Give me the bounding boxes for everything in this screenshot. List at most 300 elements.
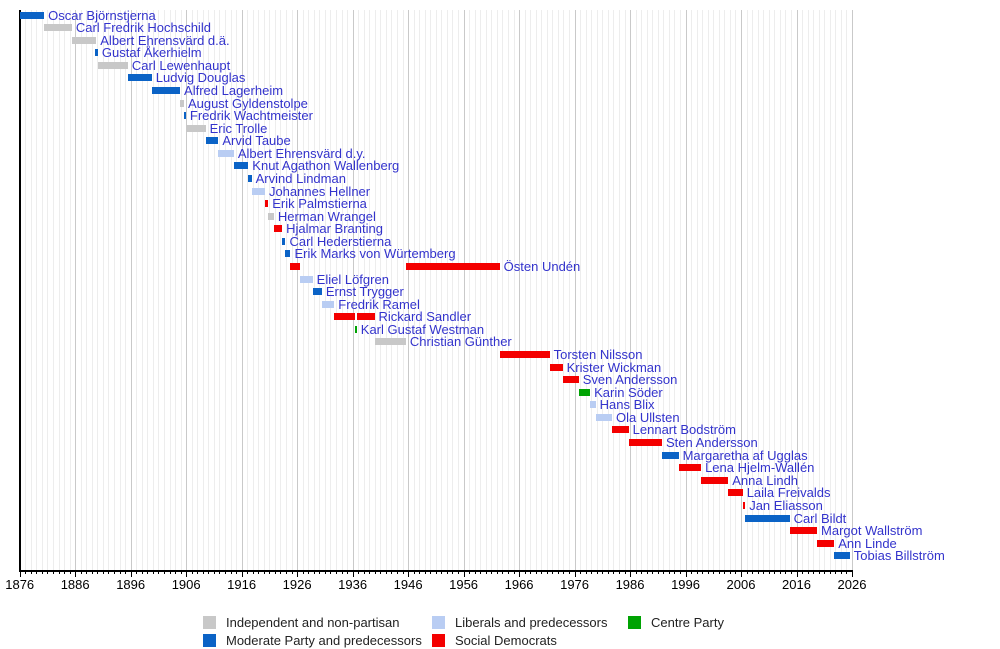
term-bar-socialdemocrat [612,426,629,433]
year-tick [42,570,43,574]
minister-label[interactable]: Sven Andersson [582,372,678,388]
year-gridline [508,10,509,570]
year-gridline [153,10,154,570]
year-tick [641,570,642,574]
decade-gridline [519,10,520,570]
year-tick [691,570,692,574]
term-bar-independent [44,24,72,31]
year-gridline [636,10,637,570]
year-tick [247,570,248,574]
year-gridline [31,10,32,570]
term-bar-socialdemocrat [550,364,563,371]
year-gridline [175,10,176,570]
year-tick [780,570,781,574]
term-bar-liberal [596,414,612,421]
term-bar-independent [98,62,128,69]
year-gridline [619,10,620,570]
term-bar-socialdemocrat [743,502,745,509]
year-tick [97,570,98,574]
year-gridline [120,10,121,570]
year-tick [330,570,331,574]
year-tick [214,570,215,574]
year-tick [364,570,365,574]
axis-year-label: 1976 [560,577,590,592]
year-tick [763,570,764,574]
minister-label[interactable]: Ernst Trygger [325,284,404,300]
year-gridline [702,10,703,570]
term-bar-socialdemocrat [334,313,355,320]
year-tick [397,570,398,574]
term-bar-moderate [282,238,285,245]
minister-label[interactable]: Karin Söder [594,384,663,400]
year-tick [136,570,137,574]
term-bar-socialdemocrat [629,439,662,446]
decade-gridline [408,10,409,570]
year-tick [674,570,675,574]
minister-label[interactable]: Rickard Sandler [378,309,472,325]
year-gridline [591,10,592,570]
year-gridline [125,10,126,570]
year-tick [636,570,637,574]
year-tick [314,570,315,574]
year-tick [469,570,470,574]
year-gridline [64,10,65,570]
year-tick [303,570,304,574]
year-gridline [480,10,481,570]
year-gridline [514,10,515,570]
year-tick [625,570,626,574]
decade-gridline [464,10,465,570]
minister-label[interactable]: Christian Günther [409,334,512,350]
term-bar-socialdemocrat [701,477,728,484]
year-gridline [452,10,453,570]
year-tick [713,570,714,574]
decade-tick [464,570,465,577]
decade-tick [20,570,21,577]
minister-label[interactable]: Knut Agathon Wallenberg [252,158,400,174]
decade-tick [686,570,687,577]
year-gridline [713,10,714,570]
year-gridline [486,10,487,570]
year-tick [31,570,32,574]
year-gridline [70,10,71,570]
year-gridline [558,10,559,570]
year-tick [142,570,143,574]
term-bar-moderate [234,162,248,169]
year-gridline [658,10,659,570]
year-gridline [436,10,437,570]
minister-label[interactable]: Lena Hjelm-Wallén [705,460,815,476]
minister-label[interactable]: Fredrik Ramel [338,296,420,312]
centre-color-swatch [628,616,641,629]
term-bar-socialdemocrat [500,351,550,358]
year-tick [203,570,204,574]
year-tick [452,570,453,574]
year-gridline [147,10,148,570]
year-tick [375,570,376,574]
year-tick [70,570,71,574]
year-gridline [719,10,720,570]
minister-label[interactable]: Erik Marks von Würtemberg [294,246,456,262]
socialdemocrat-color-swatch [432,634,445,647]
moderate-color-swatch [203,634,216,647]
term-bar-socialdemocrat [728,489,742,496]
year-gridline [53,10,54,570]
year-gridline [25,10,26,570]
year-gridline [36,10,37,570]
year-gridline [108,10,109,570]
decade-gridline [686,10,687,570]
year-tick [508,570,509,574]
year-tick [724,570,725,574]
year-gridline [580,10,581,570]
minister-label[interactable]: August Gyldenstolpe [187,95,308,111]
year-tick [92,570,93,574]
year-gridline [430,10,431,570]
year-gridline [475,10,476,570]
year-tick [436,570,437,574]
decade-tick [353,570,354,577]
year-tick [125,570,126,574]
year-tick [319,570,320,574]
year-tick [846,570,847,574]
minister-label[interactable]: Arvind Lindman [255,170,346,186]
term-bar-centre [355,326,357,333]
year-tick [325,570,326,574]
year-gridline [286,10,287,570]
decade-tick [852,570,853,577]
year-tick [114,570,115,574]
minister-label[interactable]: Laila Freivalds [746,485,831,501]
axis-year-label: 1926 [282,577,312,592]
independent-color-swatch [203,616,216,629]
decade-tick [797,570,798,577]
year-tick [569,570,570,574]
year-tick [208,570,209,574]
minister-label[interactable]: Tobias Billström [853,548,945,564]
year-gridline [835,10,836,570]
year-gridline [641,10,642,570]
term-bar-socialdemocrat [274,225,282,232]
legend-label: Social Democrats [455,633,557,648]
decade-tick [408,570,409,577]
year-tick [264,570,265,574]
year-tick [730,570,731,574]
decade-gridline [630,10,631,570]
minister-label[interactable]: Carl Bildt [793,510,847,526]
year-tick [59,570,60,574]
minister-label[interactable]: Eric Trolle [209,120,268,136]
year-gridline [158,10,159,570]
axis-year-label: 2016 [782,577,811,592]
axis-year-label: 1906 [171,577,201,592]
minister-label[interactable]: Gustaf Åkerhielm [101,45,202,61]
year-gridline [447,10,448,570]
year-gridline [292,10,293,570]
year-tick [414,570,415,574]
year-tick [697,570,698,574]
year-tick [602,570,603,574]
year-gridline [491,10,492,570]
year-tick [514,570,515,574]
term-bar-moderate [285,250,290,257]
year-tick [752,570,753,574]
year-gridline [680,10,681,570]
term-bar-moderate [128,74,152,81]
year-tick [835,570,836,574]
year-tick [647,570,648,574]
axis-year-label: 1966 [504,577,534,592]
year-tick [502,570,503,574]
year-tick [170,570,171,574]
year-tick [552,570,553,574]
liberal-color-swatch [432,616,445,629]
year-tick [86,570,87,574]
term-bar-moderate [20,12,44,19]
year-tick [280,570,281,574]
year-tick [719,570,720,574]
decade-gridline [75,10,76,570]
axis-year-label: 1956 [449,577,479,592]
year-tick [347,570,348,574]
year-tick [547,570,548,574]
year-gridline [730,10,731,570]
year-tick [147,570,148,574]
year-gridline [625,10,626,570]
decade-gridline [131,10,132,570]
year-tick [586,570,587,574]
year-tick [791,570,792,574]
year-gridline [181,10,182,570]
minister-label[interactable]: Margaretha af Ugglas [682,447,808,463]
axis-year-label: 1936 [338,577,368,592]
year-tick [120,570,121,574]
year-gridline [469,10,470,570]
year-tick [491,570,492,574]
year-tick [181,570,182,574]
axis-year-label: 1946 [393,577,423,592]
term-bar-liberal [590,401,596,408]
term-bar-independent [186,125,206,132]
year-gridline [841,10,842,570]
year-tick [619,570,620,574]
year-gridline [502,10,503,570]
minister-label[interactable]: Eliel Löfgren [316,271,389,287]
minister-label[interactable]: Fredrik Wachtmeister [189,108,313,124]
year-gridline [114,10,115,570]
term-bar-liberal [300,276,313,283]
decade-tick [186,570,187,577]
minister-label[interactable]: Arvid Taube [222,133,291,149]
year-gridline [458,10,459,570]
year-tick [536,570,537,574]
year-tick [652,570,653,574]
minister-label[interactable]: Herman Wrangel [277,208,376,224]
legend-label: Independent and non-partisan [226,615,400,630]
decade-gridline [297,10,298,570]
year-gridline [569,10,570,570]
year-tick [308,570,309,574]
year-tick [808,570,809,574]
term-bar-moderate [745,515,789,522]
axis-year-label: 2026 [837,577,867,592]
year-gridline [613,10,614,570]
decade-tick [741,570,742,577]
year-gridline [441,10,442,570]
year-tick [53,570,54,574]
minister-label[interactable]: Östen Undén [503,259,581,274]
year-tick [386,570,387,574]
year-tick [258,570,259,574]
minister-label[interactable]: Carl Hederstierna [289,233,392,249]
term-bar-socialdemocrat [790,527,817,534]
minister-label[interactable]: Hans Blix [599,397,655,413]
axis-year-label: 1876 [5,577,35,592]
year-tick [608,570,609,574]
minister-label[interactable]: Torsten Nilsson [553,347,643,363]
year-tick [192,570,193,574]
axis-year-label: 1886 [60,577,90,592]
year-gridline [608,10,609,570]
year-gridline [425,10,426,570]
year-gridline [541,10,542,570]
term-bar-socialdemocrat [406,263,500,270]
decade-tick [242,570,243,577]
year-tick [103,570,104,574]
minister-label[interactable]: Sten Andersson [665,435,758,451]
year-tick [447,570,448,574]
minister-label[interactable]: Krister Wickman [566,359,662,375]
term-bar-liberal [252,188,265,195]
decade-gridline [852,10,853,570]
year-tick [475,570,476,574]
year-tick [841,570,842,574]
term-bar-moderate [248,175,251,182]
decade-tick [630,570,631,577]
axis-year-label: 2006 [726,577,756,592]
term-bar-moderate [95,49,98,56]
minister-label[interactable]: Alfred Lagerheim [184,82,284,98]
year-tick [108,570,109,574]
term-bar-moderate [313,288,322,295]
year-gridline [92,10,93,570]
year-tick [358,570,359,574]
minister-label[interactable]: Jan Eliasson [749,497,823,513]
year-gridline [663,10,664,570]
year-tick [597,570,598,574]
legend-label: Centre Party [651,615,724,630]
year-tick [336,570,337,574]
term-bar-socialdemocrat [679,464,701,471]
minister-label[interactable]: Lennart Bodström [632,422,736,438]
year-tick [369,570,370,574]
minister-label[interactable]: Albert Ehrensvärd d.ä. [100,32,230,48]
minister-label[interactable]: Albert Ehrensvärd d.y. [237,145,366,161]
term-bar-moderate [206,137,219,144]
term-bar-independent [268,213,274,220]
year-tick [153,570,154,574]
minister-label[interactable]: Carl Lewenhaupt [131,57,231,73]
year-tick [486,570,487,574]
decade-tick [575,570,576,577]
term-bar-socialdemocrat [563,376,579,383]
year-gridline [170,10,171,570]
year-tick [197,570,198,574]
minister-label[interactable]: Anna Lindh [732,472,799,488]
year-tick [702,570,703,574]
year-tick [580,570,581,574]
decade-gridline [575,10,576,570]
minister-label[interactable]: Karl Gustaf Westman [360,321,485,337]
axis-year-label: 1996 [671,577,700,592]
year-tick [225,570,226,574]
minister-label[interactable]: Hjalmar Branting [286,221,383,237]
minister-label[interactable]: Ola Ullsten [616,409,680,425]
year-tick [613,570,614,574]
legend [0,608,1000,649]
year-gridline [708,10,709,570]
term-bar-socialdemocrat [357,313,375,320]
year-tick [680,570,681,574]
year-tick [558,570,559,574]
minister-label[interactable]: Oscar Björnstjerna [48,7,156,23]
year-gridline [652,10,653,570]
term-bar-socialdemocrat [817,540,834,547]
minister-label[interactable]: Johannes Hellner [268,183,371,199]
year-tick [785,570,786,574]
year-gridline [846,10,847,570]
term-bar-liberal [218,150,234,157]
year-gridline [697,10,698,570]
year-tick [391,570,392,574]
year-tick [830,570,831,574]
year-tick [231,570,232,574]
decade-tick [131,570,132,577]
year-gridline [691,10,692,570]
year-tick [219,570,220,574]
minister-label[interactable]: Ann Linde [838,535,897,551]
year-tick [530,570,531,574]
year-gridline [164,10,165,570]
year-gridline [42,10,43,570]
minister-label[interactable]: Margot Wallström [821,523,923,539]
year-gridline [563,10,564,570]
term-bar-independent [375,338,406,345]
year-tick [441,570,442,574]
year-gridline [497,10,498,570]
year-gridline [303,10,304,570]
axis-year-label: 1896 [116,577,146,592]
year-gridline [136,10,137,570]
legend-label: Moderate Party and predecessors [226,633,422,648]
year-gridline [103,10,104,570]
term-bar-independent [180,100,184,107]
term-bar-independent [72,37,96,44]
year-tick [758,570,759,574]
year-tick [158,570,159,574]
year-gridline [97,10,98,570]
minister-label[interactable]: Erik Palmstierna [272,196,367,212]
year-gridline [724,10,725,570]
year-tick [403,570,404,574]
year-gridline [59,10,60,570]
year-tick [819,570,820,574]
minister-label[interactable]: Carl Fredrik Hochschild [75,20,211,36]
axis-year-label: 1916 [227,577,257,592]
minister-label[interactable]: Ludvig Douglas [155,70,246,86]
year-tick [563,570,564,574]
term-bar-socialdemocrat [290,263,299,270]
